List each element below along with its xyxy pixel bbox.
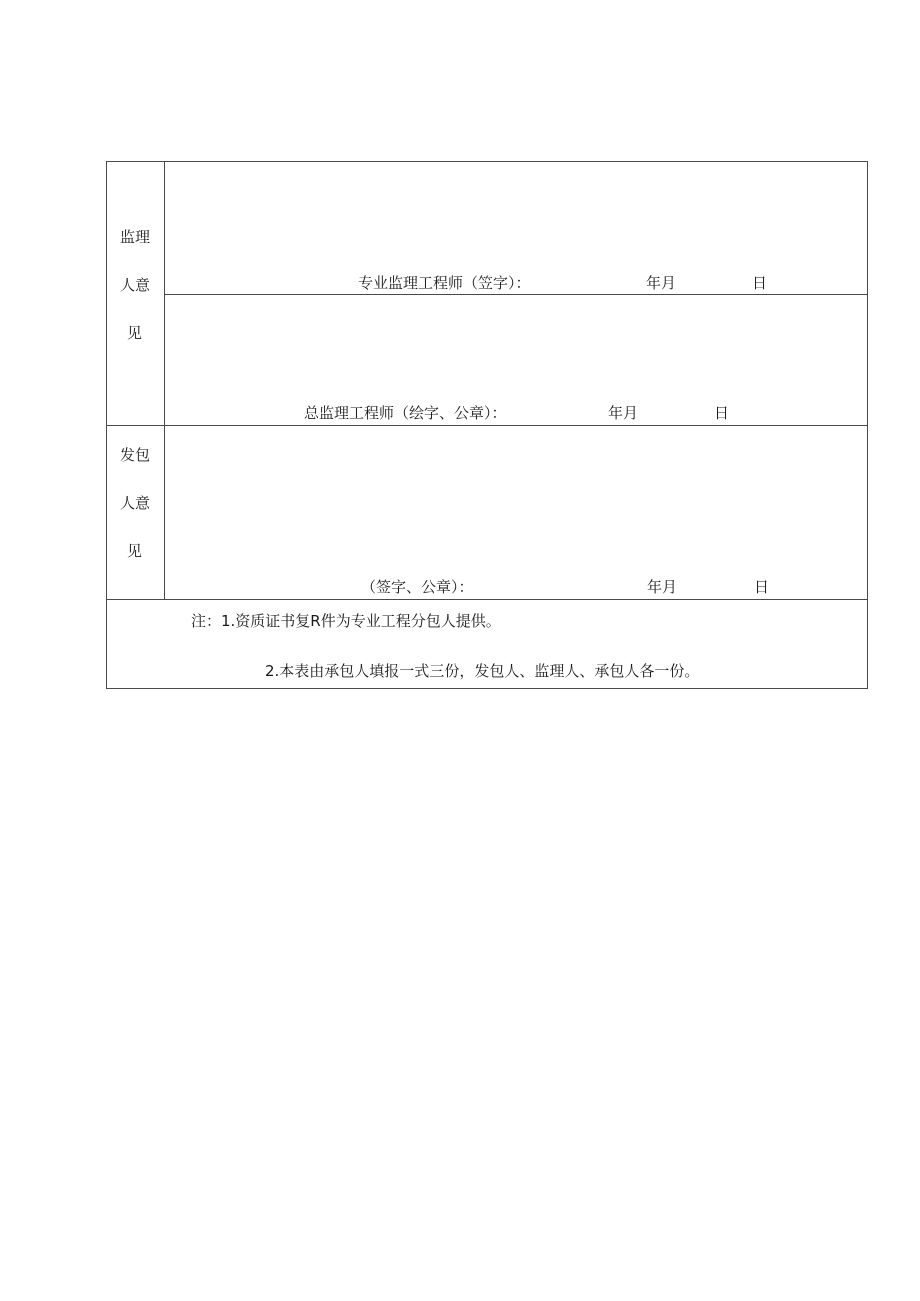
row-divider-supervisor [107, 425, 867, 426]
supervisor-label-line-1: 监理 [120, 228, 151, 246]
supervisor-label-line-3: 见 [127, 324, 143, 342]
employer-signature-label: （签字、公章）： [361, 578, 474, 596]
note-line-1: 注：1.资质证书复R件为专业工程分包人提供。 [191, 612, 501, 630]
opinion-form-table [106, 161, 868, 689]
row-divider-employer [107, 599, 867, 600]
chief-year-month: 年月 [608, 404, 639, 422]
chief-day: 日 [714, 404, 730, 422]
employer-day: 日 [754, 578, 770, 596]
supervisor-label-line-2: 人意 [120, 276, 151, 294]
employer-label-line-1: 发包 [120, 446, 151, 464]
employer-label-line-2: 人意 [120, 494, 151, 512]
engineer-day: 日 [752, 274, 768, 292]
row-divider-engineer [164, 294, 867, 295]
employer-year-month: 年月 [647, 578, 678, 596]
chief-signature-label: 总监理工程师（绘字、公章）： [304, 404, 507, 422]
label-column-divider [164, 162, 165, 599]
employer-label-line-3: 见 [127, 542, 143, 560]
note-line-2: 2.本表由承包人填报一式三份，发包人、监理人、承包人各一份。 [265, 662, 700, 680]
engineer-signature-label: 专业监理工程师（笠字）： [358, 274, 531, 292]
engineer-year-month: 年月 [646, 274, 677, 292]
